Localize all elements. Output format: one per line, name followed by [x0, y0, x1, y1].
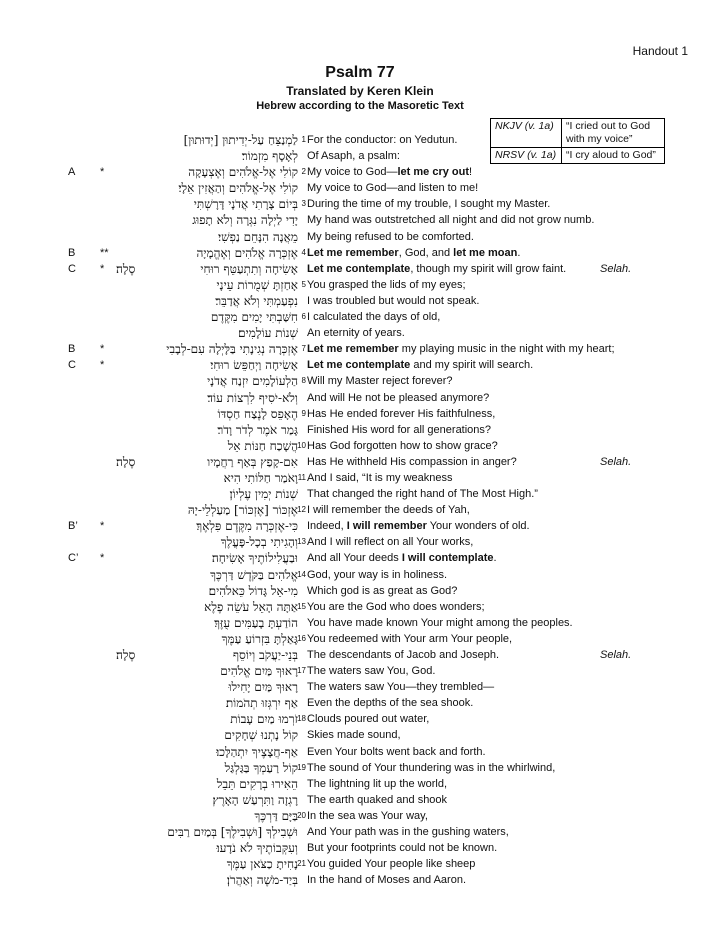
english-text: Will my Master reject forever? [307, 375, 453, 388]
verse-line [0, 840, 720, 856]
english-text: And will He not be pleased anymore? [307, 391, 490, 404]
verse-line [0, 583, 720, 599]
verse-number: 17 [297, 666, 306, 676]
english-text: In the sea was Your way, [307, 809, 428, 822]
verse-line [0, 390, 720, 406]
hebrew-text: יָדִי לַיְלָה נִגְּרָה וְלֹא תָפוּג [192, 213, 298, 228]
verse-line [0, 695, 720, 711]
hebrew-text: אָשִׂיחָה וְתִתְעַטֵּף רוּחִי [200, 261, 298, 276]
psalm-text [0, 132, 720, 888]
hebrew-text: וּשְׁבִילְךָ [וּשְׁבִילֶךָ] בְּמַיִם רַבִּים [167, 825, 298, 840]
verse-line [0, 679, 720, 695]
english-text: You grasped the lids of my eyes; [307, 278, 466, 291]
verse-line [0, 341, 720, 357]
verse-number: 1 [301, 135, 306, 144]
english-text: Let me contemplate, though my spirit will grow faint. [307, 262, 567, 275]
verse-number: 8 [301, 376, 306, 386]
hebrew-text: לַמְנַצֵּחַ עַל-יְדִיתוּן [יְדוּתוּן] [183, 133, 298, 147]
translator-line: Translated by Keren Klein [286, 84, 434, 98]
english-text: And all Your deeds I will contemplate. [307, 552, 497, 565]
verse-number: 14 [297, 569, 306, 579]
hebrew-source-line: Hebrew according to the Masoretic Text [256, 100, 464, 112]
verse-line [0, 261, 720, 277]
verse-line [0, 631, 720, 647]
hebrew-text: וְעִקְּבוֹתֶיךָ לֹא נֹדָעוּ׃ [216, 841, 298, 856]
verse-line [0, 663, 720, 679]
verse-line [0, 212, 720, 228]
english-text: The lightning lit up the world, [307, 777, 448, 790]
english-text: In the hand of Moses and Aaron. [307, 874, 467, 887]
emphasis-star: * [100, 359, 105, 372]
selah-english: Selah. [600, 262, 632, 275]
english-text: Indeed, I will remember Your wonders of old. [307, 520, 530, 533]
verse-number: 6 [301, 312, 306, 322]
hebrew-text: אֶזְכּוֹר [אֶזְכּוֹר] מַעַלְלֵי-יָהּ [187, 503, 298, 518]
english-text: During the time of my trouble, I sought my Master. [307, 198, 551, 211]
emphasis-star: * [100, 343, 105, 356]
structure-mark: C’ [68, 552, 79, 565]
emphasis-star: * [100, 262, 105, 275]
hebrew-text: הֶאָפֵס לָנֶצַח חַסְדּוֹ [217, 406, 298, 421]
english-text: Has He ended forever His faithfulness, [307, 407, 496, 420]
verse-line [0, 132, 720, 148]
structure-mark: B [68, 246, 76, 259]
verse-line [0, 792, 720, 808]
verse-line [0, 309, 720, 325]
verse-line [0, 647, 720, 663]
verse-number: 5 [301, 279, 306, 289]
selah-english: Selah. [600, 455, 632, 468]
verse-number: 4 [301, 247, 306, 257]
handout-label: Handout 1 [632, 44, 688, 58]
english-text: And I will reflect on all Your works, [307, 536, 474, 549]
english-text: Has He withheld His compassion in anger? [307, 455, 517, 468]
selah-english: Selah. [600, 649, 632, 661]
selah-hebrew: סֶלָה׃ [116, 261, 136, 276]
english-text: Has God forgotten how to show grace? [307, 439, 498, 452]
hebrew-text: וְהָגִיתִי בְכָל-פָּעֳלֶךָ [220, 535, 298, 550]
verse-number: 19 [297, 762, 306, 772]
hebrew-text: בְּנֵי-יַעֲקֹב וְיוֹסֵף [232, 648, 298, 662]
hebrew-text: שְׁנוֹת עוֹלָמִים׃ [238, 326, 298, 341]
hebrew-text: כִּי-אֶזְכְּרָה מִקֶּדֶם פִּלְאֶךָ׃ [196, 519, 298, 534]
hebrew-text: אֶזְכְּרָה נְגִינָתִי בַּלָּיְלָה עִם-לְבָבִי [166, 342, 298, 357]
hebrew-text: הַלְעוֹלָמִים יִזְנַח אֲדֹנָי [207, 374, 298, 389]
english-text: The waters saw You—they trembled— [307, 681, 495, 694]
verse-number: 2 [301, 167, 306, 177]
hebrew-text: מִי-אֵל גָּדוֹל כֵּאלֹהִים׃ [208, 583, 298, 598]
verse-number: 20 [297, 810, 306, 820]
verse-line [0, 406, 720, 422]
verse-number: 10 [297, 440, 306, 450]
verse-line [0, 373, 720, 389]
verse-line [0, 824, 720, 840]
verse-line [0, 229, 720, 245]
verse-line [0, 872, 720, 888]
verse-number: 13 [297, 537, 306, 547]
english-text: Let me contemplate and my spirit will search. [307, 359, 534, 372]
page-title: Psalm 77 [325, 64, 395, 81]
hebrew-text: אֱלֹהִים בַּקֹּדֶשׁ דַּרְכֶּךָ [210, 567, 298, 582]
verse-line [0, 599, 720, 615]
hebrew-text: הוֹדַעְתָּ בָעַמִּים עֻזֶּךָ׃ [214, 615, 298, 630]
english-text: The earth quaked and shook [307, 793, 448, 806]
hebrew-text: גָּמַר אֹמֶר לְדֹר וָדֹר׃ [217, 422, 298, 437]
verse-line [0, 727, 720, 743]
english-text: My voice to God—and listen to me! [307, 182, 479, 195]
hebrew-text: בְּיוֹם צָרָתִי אֲדֹנָי דָּרָשְׁתִּי [193, 197, 298, 212]
quote-cell: “I cried out to God with my voice” [562, 119, 665, 148]
hebrew-text: הֵאִירוּ בְרָקִים תֵּבֵל [216, 776, 298, 791]
emphasis-star: * [100, 552, 105, 565]
verse-number: 3 [301, 199, 306, 209]
hebrew-text: נָחִיתָ כַצֹּאן עַמֶּךָ [226, 857, 298, 872]
verse-line [0, 470, 720, 486]
hebrew-text: בְּיַד-מֹשֶׁה וְאַהֲרֹן׃ [226, 873, 298, 888]
verse-line [0, 245, 720, 261]
english-text: You redeemed with Your arm Your people, [307, 632, 513, 645]
hebrew-text: אַף-חֲצָצֶיךָ יִתְהַלָּכוּ׃ [216, 744, 298, 759]
verse-line [0, 711, 720, 727]
verse-number: 21 [297, 859, 306, 869]
hebrew-text: חִשַּׁבְתִּי יָמִים מִקֶּדֶם [210, 310, 298, 325]
structure-mark: C [68, 359, 76, 372]
verse-line [0, 776, 720, 792]
verse-line [0, 502, 720, 518]
structure-mark: A [68, 166, 76, 179]
hebrew-text: רָגְזָה וַתִּרְעַשׁ הָאָרֶץ׃ [212, 792, 298, 807]
english-text: Even Your bolts went back and forth. [307, 745, 486, 758]
hebrew-text: גָּאַלְתָּ בִּזְרוֹעַ עַמֶּךָ [221, 631, 298, 646]
english-text: The waters saw You, God. [307, 665, 436, 678]
english-text: You have made known Your might among the peoples. [307, 616, 573, 629]
verse-number: 12 [297, 505, 306, 515]
verse-line [0, 486, 720, 502]
verse-line [0, 325, 720, 341]
hebrew-text: רָאוּךָ מַּיִם אֱלֹהִים [220, 664, 298, 679]
verse-line [0, 615, 720, 631]
english-text: Skies made sound, [307, 729, 401, 742]
verse-line [0, 180, 720, 196]
verse-number: 16 [297, 633, 306, 643]
verse-line [0, 196, 720, 212]
verse-line [0, 454, 720, 470]
verse-line [0, 567, 720, 583]
english-text: That changed the right hand of The Most High.” [307, 488, 538, 501]
english-text: I calculated the days of old, [307, 311, 441, 324]
hebrew-text: אֶזְכְּרָה אֱלֹהִים וְאֶהֱמָיָה [196, 245, 298, 260]
hebrew-text: אָשִׂיחָה וַיְחַפֵּשׂ רוּחִי׃ [210, 358, 298, 373]
hebrew-text: אִם-קָפַץ בְּאַף רַחֲמָיו [207, 454, 298, 469]
selah-hebrew: סֶלָה׃ [116, 454, 136, 469]
structure-mark: C [68, 262, 76, 275]
verse-line [0, 808, 720, 824]
hebrew-text: וְלֹא-יֹסִיף לִרְצוֹת עוֹד׃ [207, 390, 298, 405]
english-text: My hand was outstretched all night and did not grow numb. [307, 214, 595, 227]
verse-line [0, 357, 720, 373]
verse-line [0, 760, 720, 776]
hebrew-text: קוֹל רַעַמְךָ בַּגַּלְגַּל [224, 760, 298, 775]
hebrew-text: הֲשָׁכַח חַנּוֹת אֵל [227, 438, 298, 453]
emphasis-star: * [100, 166, 105, 179]
hebrew-text: וּבַעֲלִילוֹתֶיךָ אָשִׂיחָה׃ [211, 551, 298, 566]
quote-cell: “I cry aloud to God” [562, 148, 665, 164]
english-text: The descendants of Jacob and Joseph. [307, 649, 500, 661]
english-text: An eternity of years. [307, 327, 405, 340]
verse-line [0, 518, 720, 534]
version-cell: NRSV (v. 1a) [491, 148, 562, 164]
hebrew-text: קוֹלִי אֶל-אֱלֹהִים וְהַאֲזִין אֵלָי׃ [178, 181, 298, 196]
english-text: Let me remember, God, and let me moan. [307, 246, 521, 259]
english-text: But your footprints could not be known. [307, 842, 498, 855]
hebrew-text: קוֹל נָתְנוּ שְׁחָקִים [224, 728, 298, 743]
hebrew-text: נִפְעַמְתִּי וְלֹא אֲדַבֵּר׃ [215, 293, 298, 308]
hebrew-text: אָחַזְתָּ שְׁמֻרוֹת עֵינָי [216, 277, 298, 292]
hebrew-text: וָאֹמַר חַלּוֹתִי הִיא [223, 470, 298, 485]
version-cell: NKJV (v. 1a) [491, 119, 562, 148]
english-text: Let me remember my playing music in the night with my heart; [307, 343, 615, 356]
hebrew-text: קוֹלִי אֶל-אֱלֹהִים וְאֶצְעָקָה [188, 165, 298, 180]
hebrew-text: אַתָּה הָאֵל עֹשֵׂה פֶלֶא [204, 599, 298, 614]
english-text: And I said, “It is my weakness [307, 471, 453, 484]
hebrew-text: לְאָסָף מִזְמוֹר׃ [241, 149, 298, 164]
verse-line [0, 438, 720, 454]
verse-number: 15 [297, 601, 306, 611]
english-text: You are the God who does wonders; [307, 600, 485, 613]
english-text: For the conductor: on Yedutun. [307, 134, 458, 146]
english-text: My being refused to be comforted. [307, 230, 474, 243]
verse-number: 7 [301, 344, 306, 354]
verse-line [0, 148, 720, 164]
english-text: Clouds poured out water, [307, 713, 430, 726]
english-text: Which god is as great as God? [307, 584, 458, 597]
verse-line [0, 534, 720, 550]
hebrew-text: אַף יִרְגְּזוּ תְהֹמוֹת׃ [225, 696, 298, 711]
english-text: The sound of Your thundering was in the whirlwind, [307, 761, 556, 774]
hebrew-text: רָאוּךָ מַּיִם יָחִילוּ [228, 680, 298, 695]
english-text: And Your path was in the gushing waters, [307, 826, 509, 839]
verse-line [0, 744, 720, 760]
structure-mark: B [68, 343, 76, 356]
structure-mark: B’ [68, 520, 78, 533]
verse-number: 11 [297, 472, 306, 482]
english-text: I will remember the deeds of Yah, [307, 504, 470, 517]
english-text: You guided Your people like sheep [307, 858, 476, 871]
selah-hebrew: סֶלָה׃ [116, 648, 136, 662]
english-text: I was troubled but would not speak. [307, 294, 480, 307]
verse-number: 9 [301, 408, 306, 418]
verse-number: 18 [297, 714, 306, 724]
english-text: Finished His word for all generations? [307, 423, 492, 436]
verse-line [0, 293, 720, 309]
verse-line [0, 164, 720, 180]
hebrew-text: בַּיָּם דַּרְכֶּךָ [254, 808, 298, 823]
english-text: God, your way is in holiness. [307, 568, 448, 581]
emphasis-star: ** [100, 246, 109, 259]
english-text: Of Asaph, a psalm: [307, 150, 400, 163]
hebrew-text: שְׁנוֹת יְמִין עֶלְיוֹן׃ [229, 487, 298, 502]
hebrew-text: זֹרְמוּ מַיִם עָבוֹת [230, 712, 298, 727]
hebrew-text: מֵאֲנָה הִנָּחֵם נַפְשִׁי׃ [218, 229, 298, 244]
verse-line [0, 422, 720, 438]
english-text: Even the depths of the sea shook. [307, 697, 474, 710]
verse-line [0, 856, 720, 872]
verse-line [0, 550, 720, 566]
emphasis-star: * [100, 520, 105, 533]
verse-line [0, 277, 720, 293]
english-text: My voice to God—let me cry out! [307, 166, 473, 179]
